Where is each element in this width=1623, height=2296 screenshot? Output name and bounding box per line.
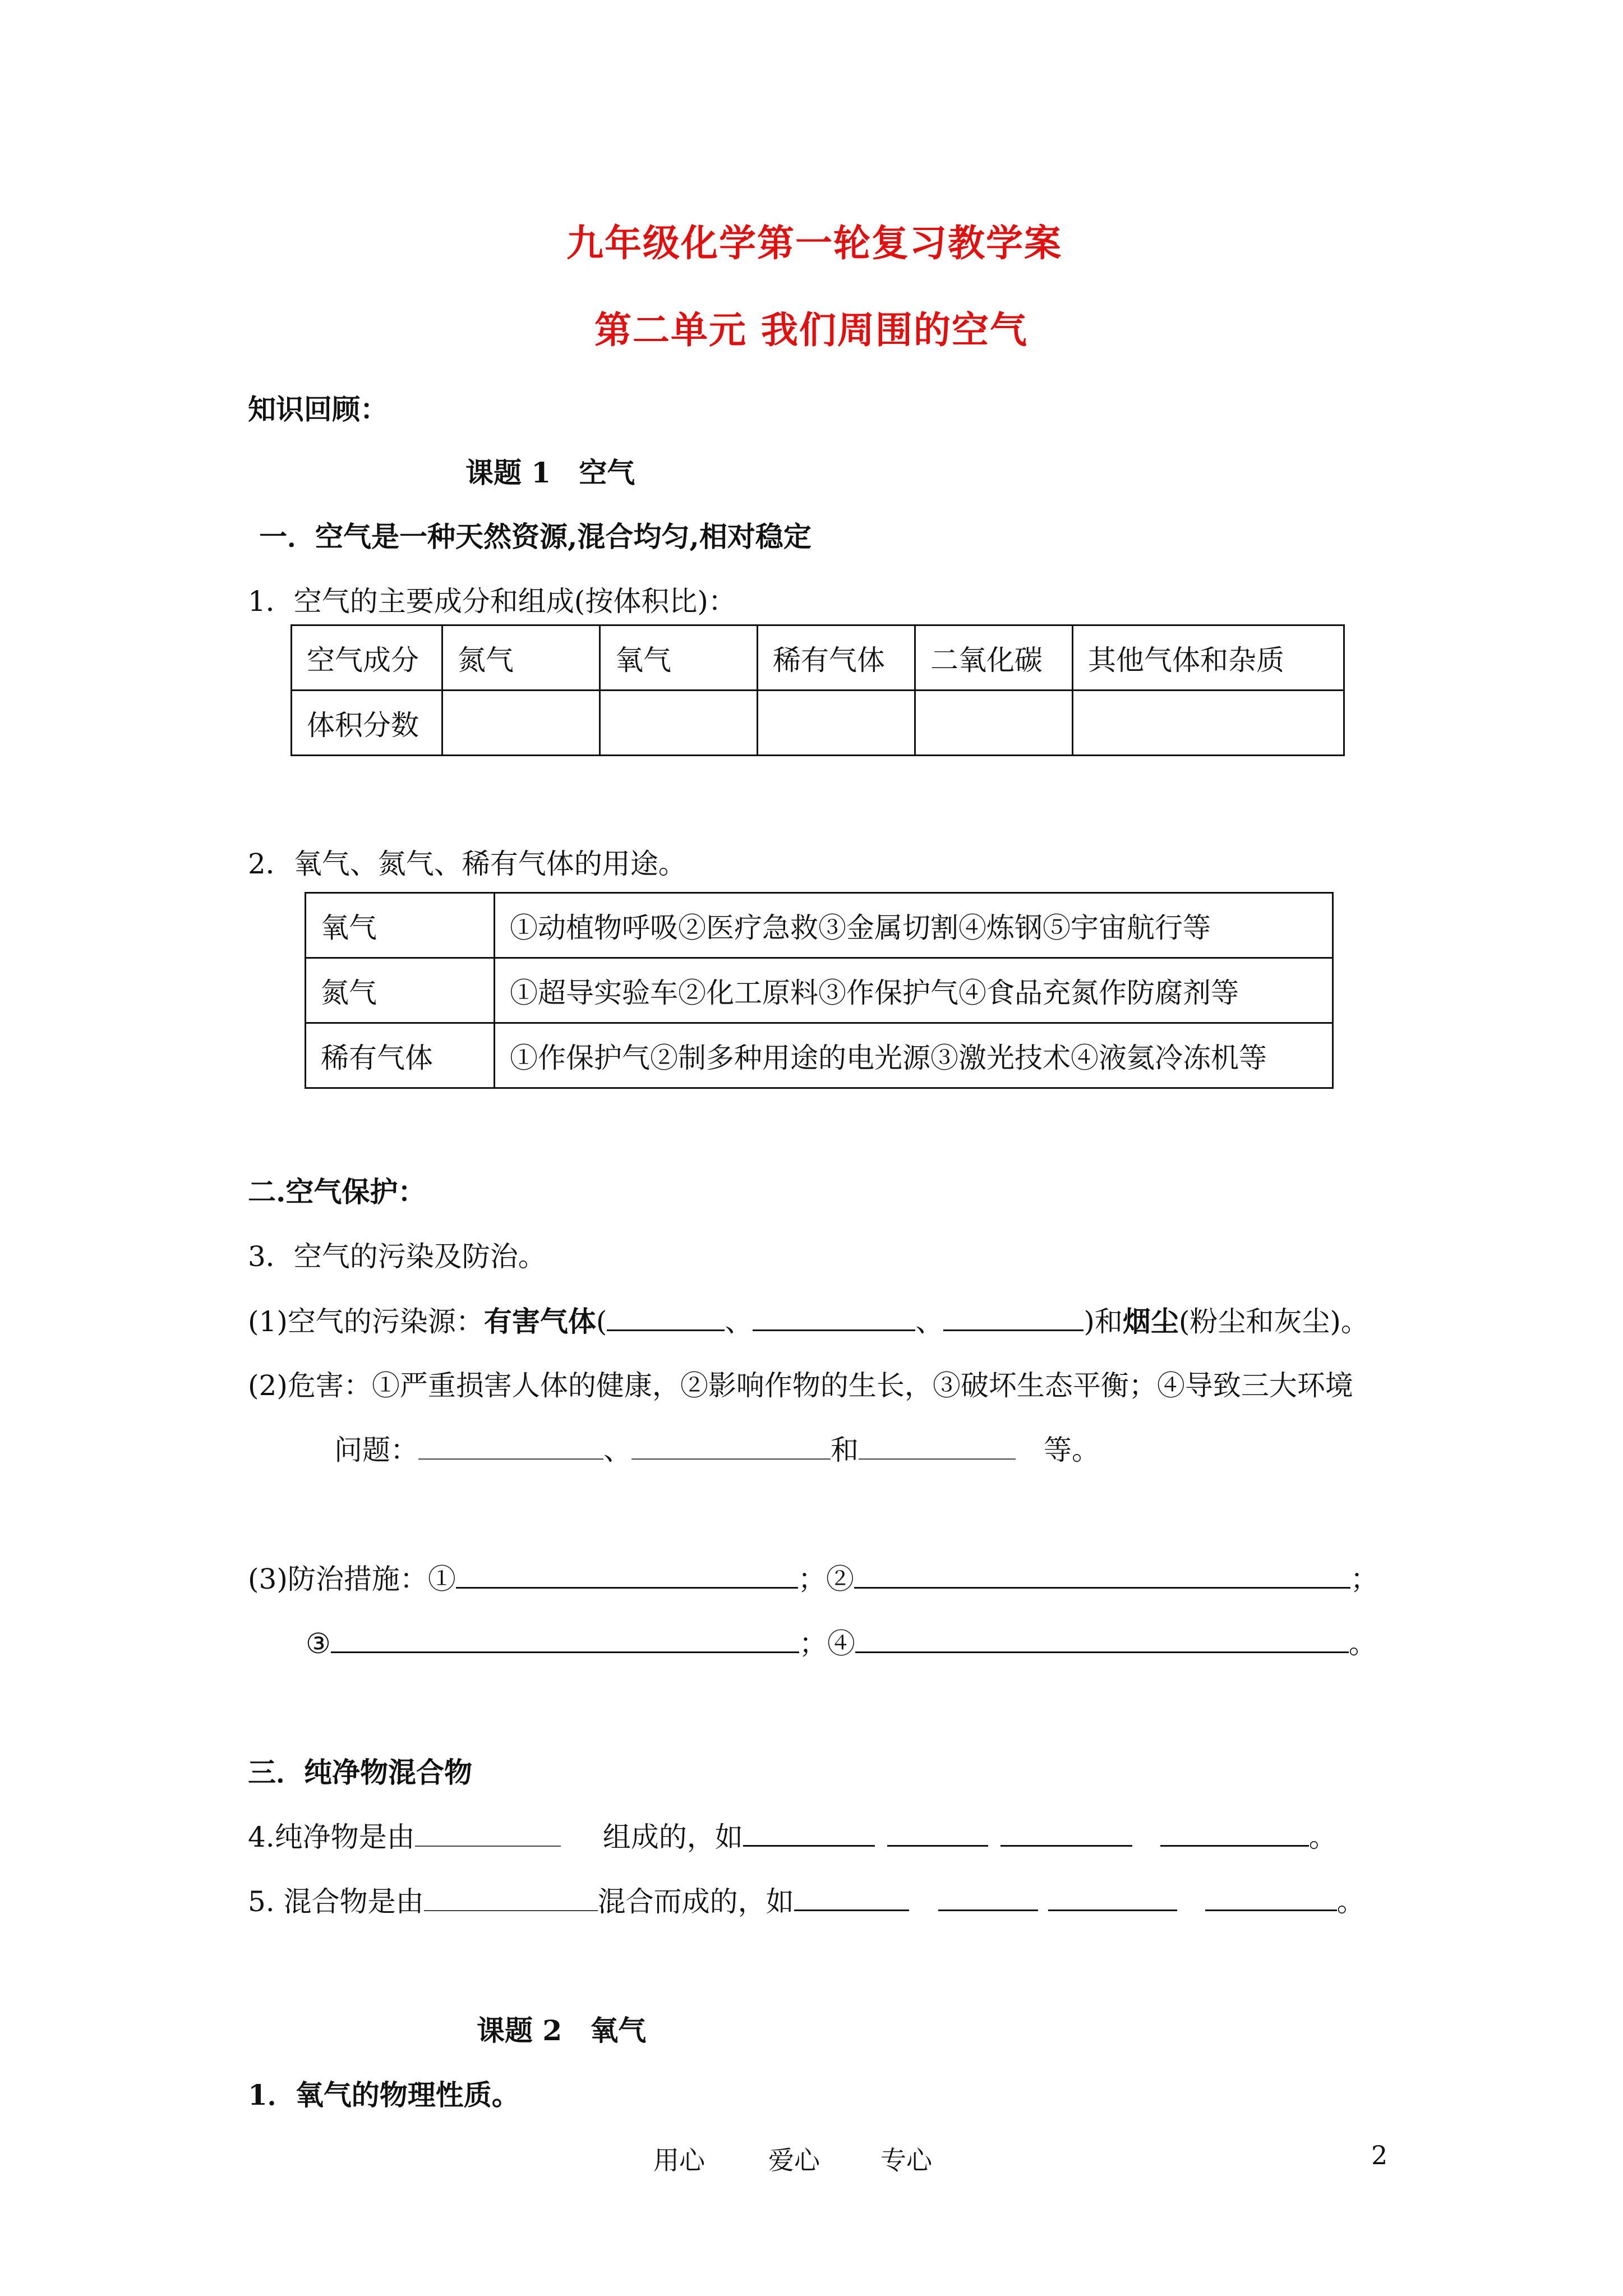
table-cell: 体积分数 bbox=[292, 691, 442, 756]
prevention-line-2 bbox=[306, 1621, 1377, 1662]
section2-heading: 二.空气保护： bbox=[248, 1175, 426, 1208]
blank-mixture-example-1[interactable] bbox=[794, 1880, 909, 1911]
table-row bbox=[292, 691, 1344, 756]
table-cell: 其他气体和杂质 bbox=[1073, 625, 1344, 691]
table-row bbox=[306, 1023, 1333, 1088]
dust-label: 烟尘 bbox=[1122, 1305, 1179, 1338]
separator: 、 bbox=[603, 1434, 631, 1466]
separator: 、 bbox=[725, 1305, 753, 1338]
period: 。 bbox=[1336, 1885, 1365, 1918]
blank-gas-2[interactable] bbox=[753, 1300, 915, 1331]
blank-mixture-example-4[interactable] bbox=[1205, 1880, 1337, 1911]
table-row bbox=[306, 893, 1333, 958]
prevention-line-1 bbox=[248, 1557, 1378, 1597]
blank-pure-example-3[interactable] bbox=[1000, 1816, 1132, 1847]
table-cell: ①动植物呼吸②医疗急救③金属切割④炼钢⑤宇宙航行等 bbox=[495, 893, 1333, 958]
table-cell: ①超导实验车②化工原料③作保护气④食品充氮作防腐剂等 bbox=[495, 958, 1333, 1023]
environment-problems-line bbox=[334, 1428, 1100, 1468]
q4-mid: 组成的，如 bbox=[602, 1821, 743, 1853]
period: 。 bbox=[1308, 1821, 1337, 1853]
blank-cell[interactable] bbox=[600, 691, 758, 756]
blank-problem-3[interactable] bbox=[859, 1430, 1016, 1460]
blank-gas-3[interactable] bbox=[943, 1300, 1083, 1331]
blank-pure-example-1[interactable] bbox=[743, 1816, 875, 1847]
pollution-sources-line bbox=[248, 1299, 1369, 1340]
separator: 、 bbox=[915, 1305, 944, 1338]
question5-line bbox=[248, 1879, 1365, 1920]
and-text: 和 bbox=[831, 1434, 859, 1466]
section1-heading: 一．空气是一种天然资源,混合均匀,相对稳定 bbox=[259, 520, 811, 553]
close-paren: )和 bbox=[1083, 1305, 1123, 1338]
blank-problem-2[interactable] bbox=[631, 1430, 831, 1460]
document-title: 九年级化学第一轮复习教学案 bbox=[566, 221, 1062, 265]
problems-prefix: 问题： bbox=[334, 1434, 418, 1466]
blank-pure-example-2[interactable] bbox=[887, 1816, 988, 1847]
separator: ；④ bbox=[799, 1627, 855, 1660]
blank-mixture-example-3[interactable] bbox=[1048, 1880, 1177, 1911]
blank-mixture-composition[interactable] bbox=[424, 1882, 598, 1911]
blank-pure-composition[interactable] bbox=[415, 1818, 561, 1847]
table-cell: ①作保护气②制多种用途的电光源③激光技术④液氦冷冻机等 bbox=[495, 1023, 1333, 1088]
blank-cell[interactable] bbox=[758, 691, 915, 756]
question1-text: 1．空气的主要成分和组成(按体积比)： bbox=[248, 585, 736, 618]
blank-measure-4[interactable] bbox=[855, 1622, 1349, 1653]
table-cell: 氧气 bbox=[600, 625, 758, 691]
page-number: 2 bbox=[1371, 2140, 1388, 2170]
table-cell: 氧气 bbox=[306, 893, 495, 958]
question3-text: 3．空气的污染及防治。 bbox=[248, 1240, 546, 1273]
q5-prefix: 5. 混合物是由 bbox=[248, 1885, 424, 1918]
blank-measure-3[interactable] bbox=[331, 1622, 799, 1653]
harmful-gas-label: 有害气体 bbox=[483, 1305, 596, 1338]
footer-motto-3: 专心 bbox=[880, 2145, 932, 2175]
gas-uses-table bbox=[305, 892, 1334, 1089]
separator: ；② bbox=[797, 1563, 854, 1595]
question2-text: 2．氧气、氮气、稀有气体的用途。 bbox=[248, 848, 686, 880]
blank-measure-1[interactable] bbox=[456, 1558, 798, 1589]
topic1-heading: 课题 1 空气 bbox=[465, 456, 635, 489]
unit-title: 第二单元 我们周围的空气 bbox=[594, 308, 1028, 352]
table-row bbox=[292, 625, 1344, 691]
table-cell: 氮气 bbox=[442, 625, 600, 691]
air-composition-table bbox=[291, 624, 1345, 756]
open-paren: ( bbox=[596, 1305, 607, 1338]
knowledge-review-label: 知识回顾： bbox=[248, 393, 388, 426]
blank-cell[interactable] bbox=[442, 691, 600, 756]
blank-problem-1[interactable] bbox=[418, 1430, 603, 1460]
question4-line bbox=[248, 1815, 1337, 1855]
dust-note: (粉尘和灰尘)。 bbox=[1178, 1305, 1369, 1338]
blank-gas-1[interactable] bbox=[607, 1300, 725, 1331]
blank-measure-2[interactable] bbox=[854, 1558, 1350, 1589]
table-cell: 二氧化碳 bbox=[915, 625, 1073, 691]
blank-cell[interactable] bbox=[1073, 691, 1344, 756]
table-cell: 稀有气体 bbox=[758, 625, 915, 691]
section3-heading: 三．纯净物混合物 bbox=[248, 1756, 472, 1789]
blank-cell[interactable] bbox=[915, 691, 1073, 756]
table-cell: 氮气 bbox=[306, 958, 495, 1023]
blank-mixture-example-2[interactable] bbox=[938, 1880, 1038, 1911]
q4-prefix: 4.纯净物是由 bbox=[248, 1821, 415, 1853]
footer-motto-1: 用心 bbox=[653, 2145, 705, 2175]
q6-text: 1．氧气的物理性质。 bbox=[248, 2078, 520, 2111]
q5-mid: 混合而成的，如 bbox=[597, 1885, 794, 1918]
prevention-prefix: (3)防治措施：① bbox=[248, 1563, 456, 1595]
table-row bbox=[306, 958, 1333, 1023]
question6-text bbox=[248, 2073, 520, 2113]
circled-3: ③ bbox=[306, 1627, 331, 1660]
table-cell: 空气成分 bbox=[292, 625, 442, 691]
blank-pure-example-4[interactable] bbox=[1160, 1816, 1309, 1847]
table-cell: 稀有气体 bbox=[306, 1023, 495, 1088]
hazards-line: (2)危害：①严重损害人体的健康，②影响作物的生长，③破坏生态平衡；④导致三大环境 bbox=[248, 1369, 1353, 1402]
pollution-prefix: (1)空气的污染源： bbox=[248, 1305, 484, 1338]
footer-motto-2: 爱心 bbox=[768, 2145, 820, 2175]
problems-suffix: 等。 bbox=[1044, 1434, 1100, 1466]
period: 。 bbox=[1348, 1627, 1377, 1660]
separator: ； bbox=[1350, 1563, 1378, 1595]
topic2-heading: 课题 2 氧气 bbox=[477, 2014, 647, 2047]
